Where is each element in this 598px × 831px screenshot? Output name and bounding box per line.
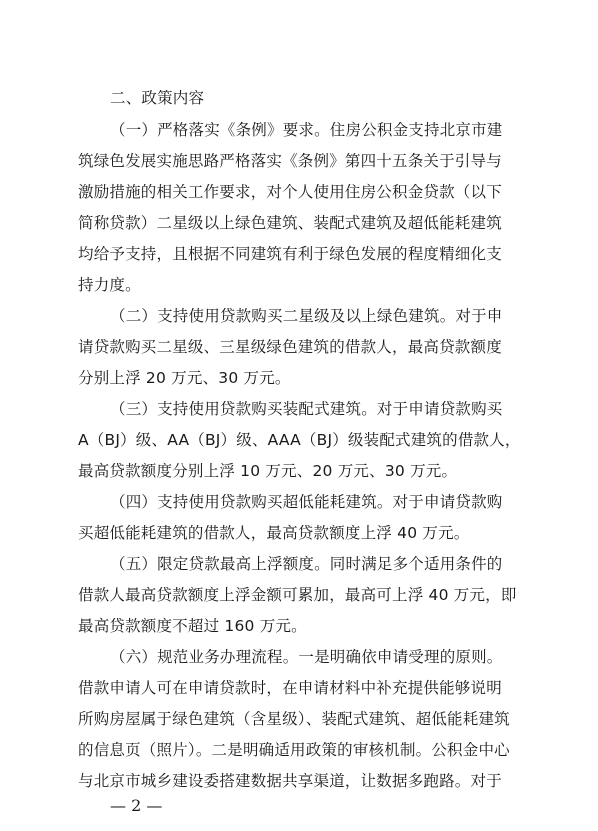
paragraph-line: 简称贷款）二星级以上绿色建筑、装配式建筑及超低能耗建筑 <box>78 214 502 232</box>
paragraph-line: 借款人最高贷款额度上浮金额可累加，最高可上浮 40 万元，即 <box>78 586 517 604</box>
paragraph-line: 买超低能耗建筑的借款人，最高贷款额度上浮 40 万元。 <box>78 524 470 542</box>
paragraph-line: 筑绿色发展实施思路严格落实《条例》第四十五条关于引导与 <box>78 152 502 170</box>
paragraph-line: 请贷款购买二星级、三星级绿色建筑的借款人，最高贷款额度 <box>78 338 502 356</box>
paragraph-line: A（BJ）级、AA（BJ）级、AAA（BJ）级装配式建筑的借款人， <box>78 431 521 449</box>
paragraph-line: 与北京市城乡建设委搭建数据共享渠道，让数据多跑路。对于 <box>78 772 502 790</box>
paragraph-line: （三）支持使用贷款购买装配式建筑。对于申请贷款购买 <box>110 400 503 418</box>
section-heading: 二、政策内容 <box>110 89 205 107</box>
paragraph-line: 持力度。 <box>78 276 141 294</box>
paragraph-line: 分别上浮 20 万元、30 万元。 <box>78 369 291 387</box>
paragraph-line: 的信息页（照片）。二是明确适用政策的审核机制。公积金中心 <box>78 741 510 759</box>
paragraph-line: 所购房屋属于绿色建筑（含星级）、装配式建筑、超低能耗建筑 <box>78 710 510 728</box>
paragraph-line: 均给予支持，且根据不同建筑有利于绿色发展的程度精细化支 <box>78 245 502 263</box>
page-number: — 2 — <box>110 796 163 815</box>
paragraph-line: （四）支持使用贷款购买超低能耗建筑。对于申请贷款购 <box>110 493 503 511</box>
paragraph-line: （二）支持使用贷款购买二星级及以上绿色建筑。对于申 <box>110 307 503 325</box>
paragraph-line: （一）严格落实《条例》要求。住房公积金支持北京市建 <box>110 121 503 139</box>
paragraph-line: 借款申请人可在申请贷款时，在申请材料中补充提供能够说明 <box>78 679 502 697</box>
paragraph-line: （六）规范业务办理流程。一是明确依申请受理的原则。 <box>110 648 503 666</box>
paragraph-line: 最高贷款额度不超过 160 万元。 <box>78 617 307 635</box>
paragraph-line: （五）限定贷款最高上浮额度。同时满足多个适用条件的 <box>110 555 503 573</box>
paragraph-line: 最高贷款额度分别上浮 10 万元、20 万元、30 万元。 <box>78 462 458 480</box>
paragraph-line: 激励措施的相关工作要求，对个人使用住房公积金贷款（以下 <box>78 183 502 201</box>
